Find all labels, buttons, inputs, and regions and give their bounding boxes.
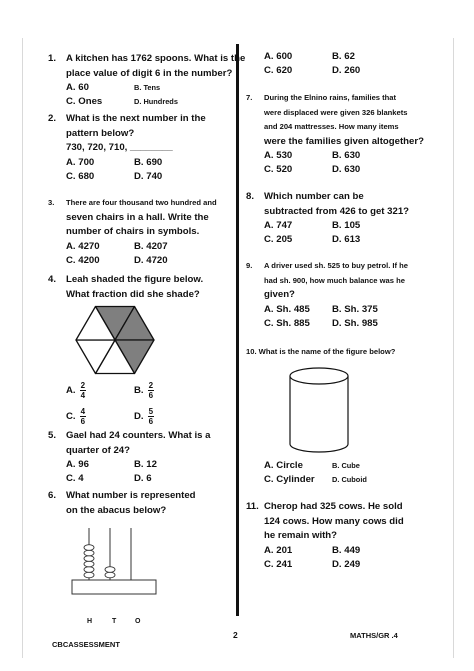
option-c[interactable]: C. 620 (264, 65, 293, 76)
option-b[interactable]: B. 690 (134, 156, 163, 168)
option-a[interactable]: A. 201 (264, 544, 293, 556)
option-a[interactable]: A. 60 (66, 82, 89, 93)
option-a[interactable]: A. Sh. 485 (264, 303, 310, 315)
question-3-options (66, 240, 217, 268)
question-7: 7. During the Elnino rains, families that were displaced were given 326 blankets and 204 mattresses. How many items were the families given altogether? A. 530 B. 630 C. 520 D. 630 (246, 93, 424, 175)
footer-publisher: CBCASSESSMENT (52, 640, 120, 649)
question-11-options (264, 544, 412, 572)
option-d[interactable]: D. 260 (332, 65, 361, 76)
option-b[interactable]: B. Tens (134, 83, 161, 92)
question-1-options (66, 81, 245, 109)
question-6: 6. What number is represented on the abacus below? (48, 490, 196, 516)
abacus-bead (84, 561, 94, 567)
abacus-bead (84, 545, 94, 551)
abacus-bead (84, 556, 94, 562)
question-7-options (264, 149, 424, 177)
option-b[interactable]: B. $\frac{2}{6}$ (134, 380, 154, 400)
question-4-options (66, 378, 214, 430)
option-d[interactable]: D. 6 (134, 473, 152, 484)
option-d[interactable]: D. Sh. 985 (332, 317, 378, 329)
question-3: 3. There are four thousand two hundred and seven chairs in a hall. Write the number of chairs in symbols. A. 4270 B. 4207 C. 4200 D. 4720 (48, 198, 217, 266)
question-2-options (66, 156, 214, 184)
option-a[interactable]: A. $\frac{2}{4}$ (66, 380, 86, 400)
abacus-figure (70, 520, 160, 598)
question-9: 9. A driver used sh. 525 to buy petrol. If he had sh. 900, how much balance was he given? A. Sh. 485 B. Sh. 375 C. Sh. 885 D. Sh. 985 (264, 259, 412, 331)
abacus-label-o: O (135, 618, 141, 625)
option-c[interactable]: C. 241 (264, 558, 293, 570)
cylinder-figure (286, 364, 352, 456)
question-6-options (264, 50, 412, 78)
option-b[interactable]: B. 105 (332, 220, 361, 231)
option-b[interactable]: B. 12 (134, 459, 157, 470)
option-d[interactable]: D. Hundreds (134, 97, 178, 106)
option-a[interactable]: A. 96 (66, 459, 89, 470)
cylinder-top (290, 368, 348, 384)
option-c[interactable]: C. Cylinder (264, 474, 315, 485)
footer-subject: MATHS/GR .4 (350, 631, 398, 640)
question-8: 8. Which number can be subtracted from 426 to get 321? A. 747 B. 105 C. 205 D. 613 (264, 190, 412, 247)
question-1: 1. A kitchen has 1762 spoons. What is the place value of digit 6 in the number? A. 60 B. Tens C. Ones D. Hundreds (48, 53, 246, 107)
option-a[interactable]: A. 700 (66, 156, 95, 168)
abacus-label-h: H (87, 618, 93, 625)
abacus-bead (105, 572, 115, 578)
option-c[interactable]: C. $\frac{4}{6}$ (66, 406, 86, 426)
column-divider (236, 44, 239, 616)
abacus-bead (105, 567, 115, 573)
abacus-bead (84, 572, 94, 578)
option-a[interactable]: A. Circle (264, 460, 303, 471)
option-b[interactable]: B. Sh. 375 (332, 303, 378, 315)
option-b[interactable]: B. 449 (332, 544, 361, 556)
option-c[interactable]: C. 680 (66, 170, 95, 182)
abacus-base (72, 580, 156, 594)
question-8-options (264, 219, 412, 247)
option-d[interactable]: D. $\frac{5}{6}$ (134, 406, 154, 426)
option-c[interactable]: C. 205 (264, 234, 293, 245)
option-c[interactable]: C. Sh. 885 (264, 317, 310, 329)
abacus-bead (84, 567, 94, 573)
option-b[interactable]: B. 4207 (134, 240, 168, 252)
option-a[interactable]: A. 747 (264, 220, 293, 231)
option-c[interactable]: C. 4 (66, 473, 84, 484)
question-4: 4. Leah shaded the figure below. What fraction did she shade? (48, 274, 204, 300)
option-d[interactable]: D. 4720 (134, 254, 168, 266)
option-a[interactable]: A. 530 (264, 150, 293, 161)
question-11: 11. Cherop had 325 cows. He sold 124 cows. How many cows did he remain with? A. 201 B. 449 C. 241 D. 249 (264, 500, 412, 572)
question-5: 5. Gael had 24 counters. What is a quarter of 24? A. 96 B. 12 C. 4 D. 6 (66, 429, 214, 486)
option-b[interactable]: B. Cube (332, 461, 360, 470)
hexagon-figure (74, 303, 156, 377)
option-c[interactable]: C. 4200 (66, 254, 100, 266)
question-10-text: 10. What is the name of the figure below? (246, 347, 396, 356)
page-number: 2 (233, 630, 238, 640)
option-d[interactable]: D. Cuboid (332, 475, 367, 484)
cylinder-body (290, 376, 348, 452)
question-9-options (264, 303, 412, 331)
option-a[interactable]: A. 600 (264, 51, 293, 62)
option-d[interactable]: D. 249 (332, 558, 361, 570)
abacus-bead (84, 550, 94, 556)
option-d[interactable]: D. 613 (332, 234, 361, 245)
option-d[interactable]: D. 740 (134, 170, 163, 182)
option-b[interactable]: B. 630 (332, 150, 361, 161)
question-10-options (264, 459, 412, 487)
question-2: 2. What is the next number in the pattern below? 730, 720, 710, ________ A. 700 B. 690 C. 680 D. 740 (66, 112, 214, 184)
option-c[interactable]: C. Ones (66, 96, 103, 107)
option-a[interactable]: A. 4270 (66, 240, 100, 252)
option-b[interactable]: B. 62 (332, 51, 355, 62)
option-d[interactable]: D. 630 (332, 164, 361, 175)
question-5-options (66, 458, 214, 486)
abacus-label-t: T (112, 618, 117, 625)
option-c[interactable]: C. 520 (264, 164, 293, 175)
